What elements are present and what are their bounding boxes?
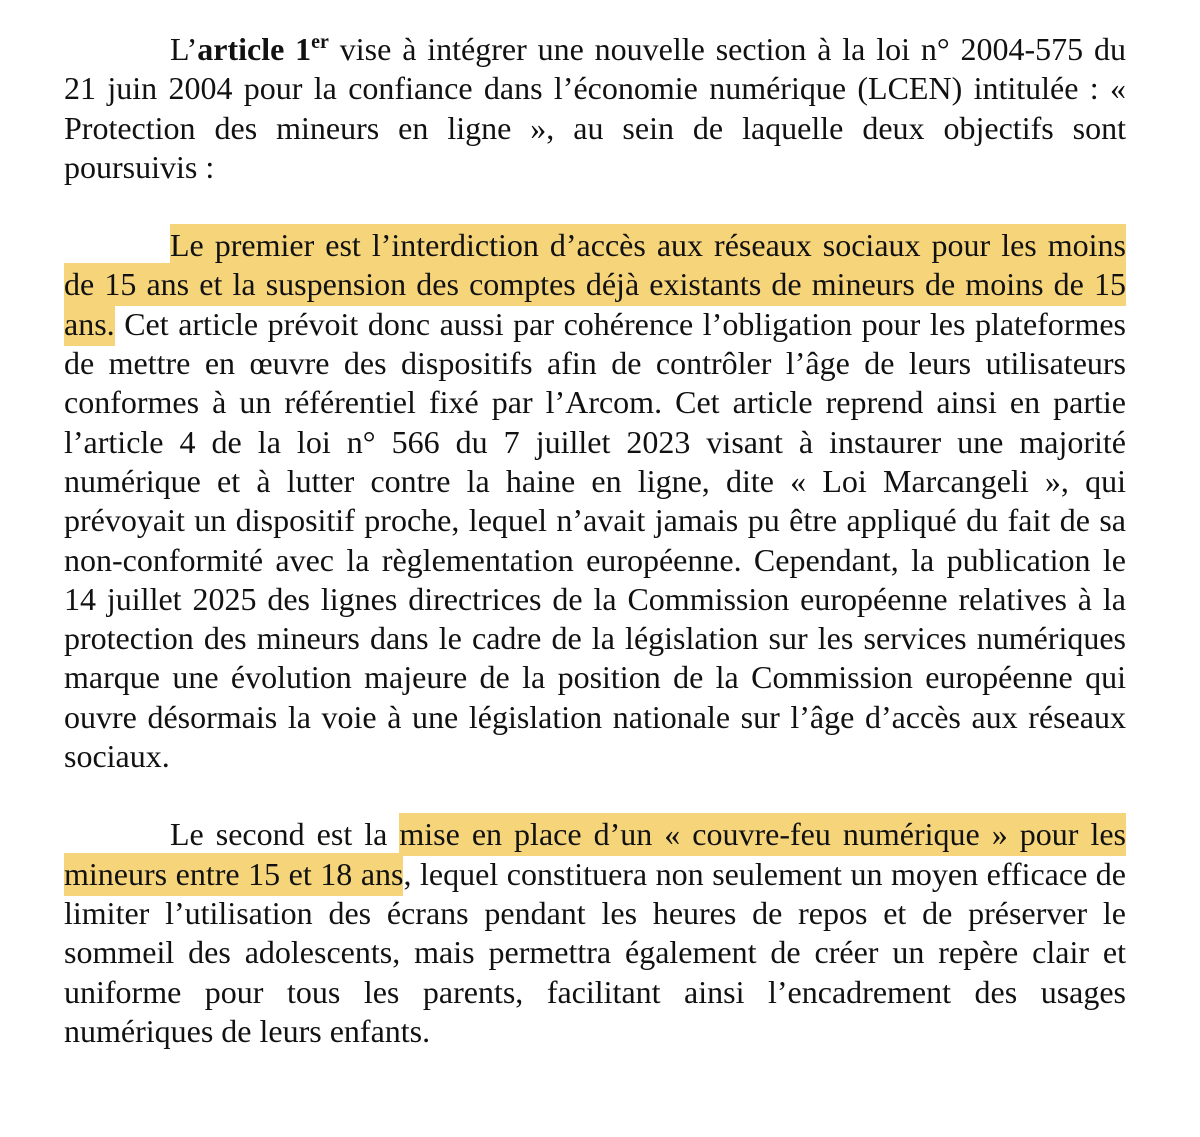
paragraph-3-text: , lequel constituera non seulement un moyen efficace de limiter l’utilisation des écrans pendant les heures de repos et de préserver le sommeil des adolescents, mais permettra également de créer un repère clair et uniforme pour tous les parents, facilitant ainsi l’encadrement des usages numériques de leurs enfants. [64,855,1127,1049]
paragraph-article-1 [64,30,1126,187]
highlight-second-objective: mise en place d’un « couvre-feu numérique » pour les mineurs entre 15 et 18 ans [64,813,1126,895]
highlight-first-objective: Le premier est l’interdiction d’accès aux réseaux sociaux pour les moins de 15 ans et la suspension des comptes déjà existants de mineurs de moins de 15 ans. [64,224,1126,346]
article-number-superscript: er [311,31,329,53]
paragraph-3-lead: Le second est la [170,816,400,853]
article-number-bold: article 1 [197,31,312,67]
document-page [64,30,1126,1051]
paragraph-1-lead: L’ [170,31,198,67]
paragraph-second-objective [64,815,1126,1051]
paragraph-first-objective [64,226,1126,776]
paragraph-1-text: vise à intégrer une nouvelle section à la loi n° 2004-575 du 21 juin 2004 pour la confiance dans l’économie numérique (LCEN) intitulée : « Protection des mineurs en ligne », au sein de laquelle deux objectifs sont poursuivis : [64,31,1127,185]
paragraph-2-text: Cet article prévoit donc aussi par cohérence l’obligation pour les plateformes de mettre en œuvre des dispositifs afin de contrôler l’âge de leurs utilisateurs conformes à un référentiel fixé par l’Arcom. Cet article reprend ainsi en partie l’article 4 de la loi n° 566 du 7 juillet 2023 visant à instaurer une majorité numérique et à lutter contre la haine en ligne, dite « Loi Marcangeli », qui prévoyait un dispositif proche, lequel n’avait jamais pu être appliqué du fait de sa non-conformité avec la règlementation européenne. Cependant, la publication le 14 juillet 2025 des lignes directrices de la Commission européenne relatives à la protection des mineurs dans le cadre de la législation sur les services numériques marque une évolution majeure de la position de la Commission européenne qui ouvre désormais la voie à une législation nationale sur l’âge d’accès aux réseaux sociaux. [64,305,1126,775]
